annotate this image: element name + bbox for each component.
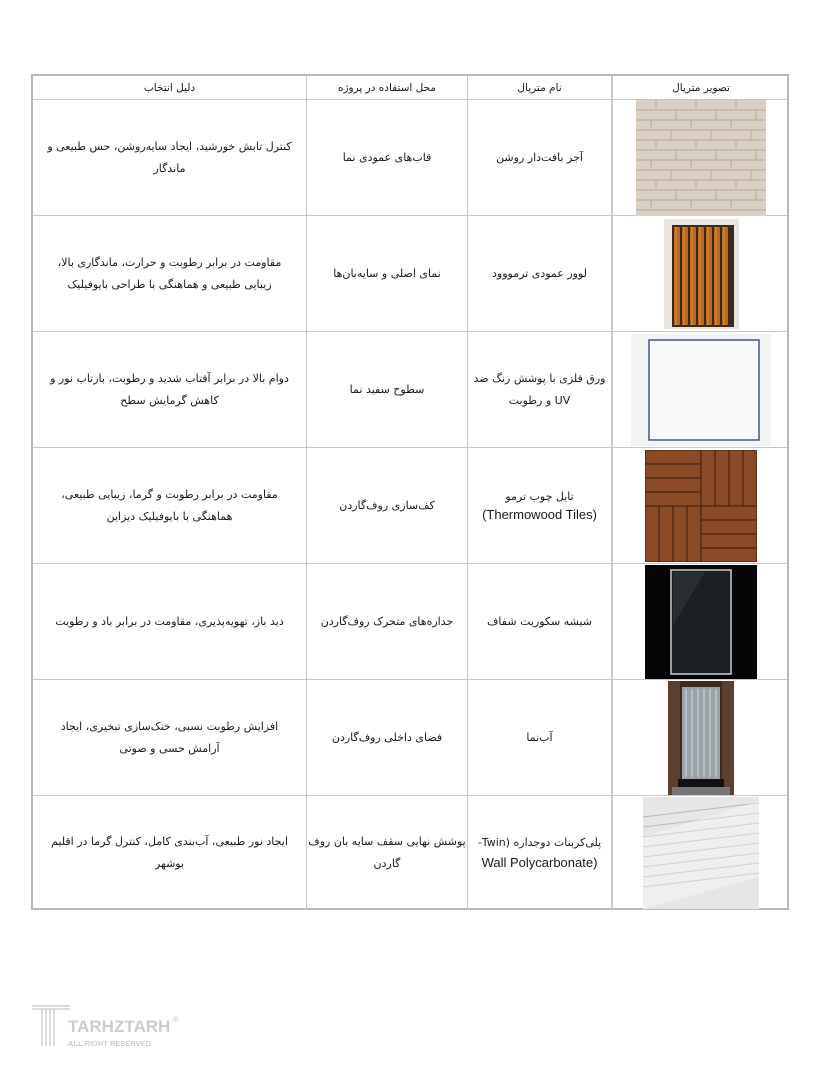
material-name-en: (Thermowood Tiles) (482, 506, 597, 522)
logo-sub-text: ALL RIGHT RESERVED (68, 1039, 152, 1048)
material-image (612, 680, 789, 795)
tempered-glass-panel-icon (645, 565, 757, 679)
material-reason: دوام بالا در برابر آفتاب شدید و رطوبت، بازتاب نور و کاهش گرمایش سطح (33, 332, 307, 447)
material-name: ورق فلزی با پوشش رنگ ضد UV و رطوبت (468, 332, 612, 447)
thermowood-tiles-icon (645, 450, 757, 562)
material-reason: افزایش رطوبت نسبی، خنک‌سازی تبخیری، ایجاد آرامش حسی و صوتی (33, 680, 307, 795)
header-name: نام متریال (468, 76, 612, 99)
material-image (612, 332, 789, 447)
material-location: پوشش نهایی سقف سایه بان روف گاردن (307, 796, 468, 910)
table-row (33, 680, 787, 796)
materials-table (31, 74, 789, 910)
logo-mark-text: ® (173, 1015, 179, 1024)
material-image (612, 564, 789, 679)
white-metal-sheet-icon (631, 334, 771, 446)
material-name: آجر بافت‌دار روشن (468, 100, 612, 215)
table-row (33, 448, 787, 564)
material-reason: مقاومت در برابر رطوبت و حرارت، ماندگاری بالا، زیبایی طبیعی و هماهنگی با طراحی بایوفیلیک (33, 216, 307, 331)
material-name: لوور عمودی ترمووود (468, 216, 612, 331)
material-reason: مقاومت در برابر رطوبت و گرما، زیبایی طبیعی، هماهنگی با بایوفیلیک دیزاین (33, 448, 307, 563)
material-location: نمای اصلی و سایه‌بان‌ها (307, 216, 468, 331)
material-location: سطوح سفید نما (307, 332, 468, 447)
material-name (468, 448, 612, 563)
material-image (612, 796, 789, 910)
table-row (33, 796, 787, 910)
brand-logo (30, 1002, 190, 1052)
header-location: محل استفاده در پروژه (307, 76, 468, 99)
table-row (33, 564, 787, 680)
table-row (33, 332, 787, 448)
material-location: کف‌سازی روف‌گاردن (307, 448, 468, 563)
material-reason: کنترل تابش خورشید، ایجاد سایه‌روشن، حس طبیعی و ماندگار (33, 100, 307, 215)
water-wall-icon (668, 681, 734, 795)
material-image (612, 216, 789, 331)
twin-wall-polycarbonate-icon (643, 797, 759, 909)
material-image (612, 100, 789, 215)
header-image: تصویر متریال (612, 76, 789, 99)
table-header-row (33, 76, 787, 100)
header-reason: دلیل انتخاب (33, 76, 307, 99)
logo-brand-text: TARHZTARH (68, 1017, 171, 1036)
material-name (468, 796, 612, 910)
material-name-fa: تایل چوب ترمو (505, 489, 574, 503)
thermowood-louver-icon (664, 219, 739, 329)
material-location: فضای داخلی روف‌گاردن (307, 680, 468, 795)
material-image (612, 448, 789, 563)
material-name: آب‌نما (468, 680, 612, 795)
light-brick-texture-icon (636, 100, 766, 216)
material-name: شیشه سکوریت شفاف (468, 564, 612, 679)
table-row (33, 216, 787, 332)
material-reason: ایجاد نور طبیعی، آب‌بندی کامل، کنترل گرما در اقلیم بوشهر (33, 796, 307, 910)
tarhztarh-logo-icon (30, 1002, 190, 1052)
material-name-fa: پلی‌کربنات دوجداره (Twin- (477, 836, 602, 849)
material-location: قاب‌های عمودی نما (307, 100, 468, 215)
material-name-en: Wall Polycarbonate) (481, 855, 598, 870)
material-reason: دید باز، تهویه‌پذیری، مقاومت در برابر باد و رطوبت (33, 564, 307, 679)
table-row (33, 100, 787, 216)
material-location: جداره‌های متحرک روف‌گاردن (307, 564, 468, 679)
